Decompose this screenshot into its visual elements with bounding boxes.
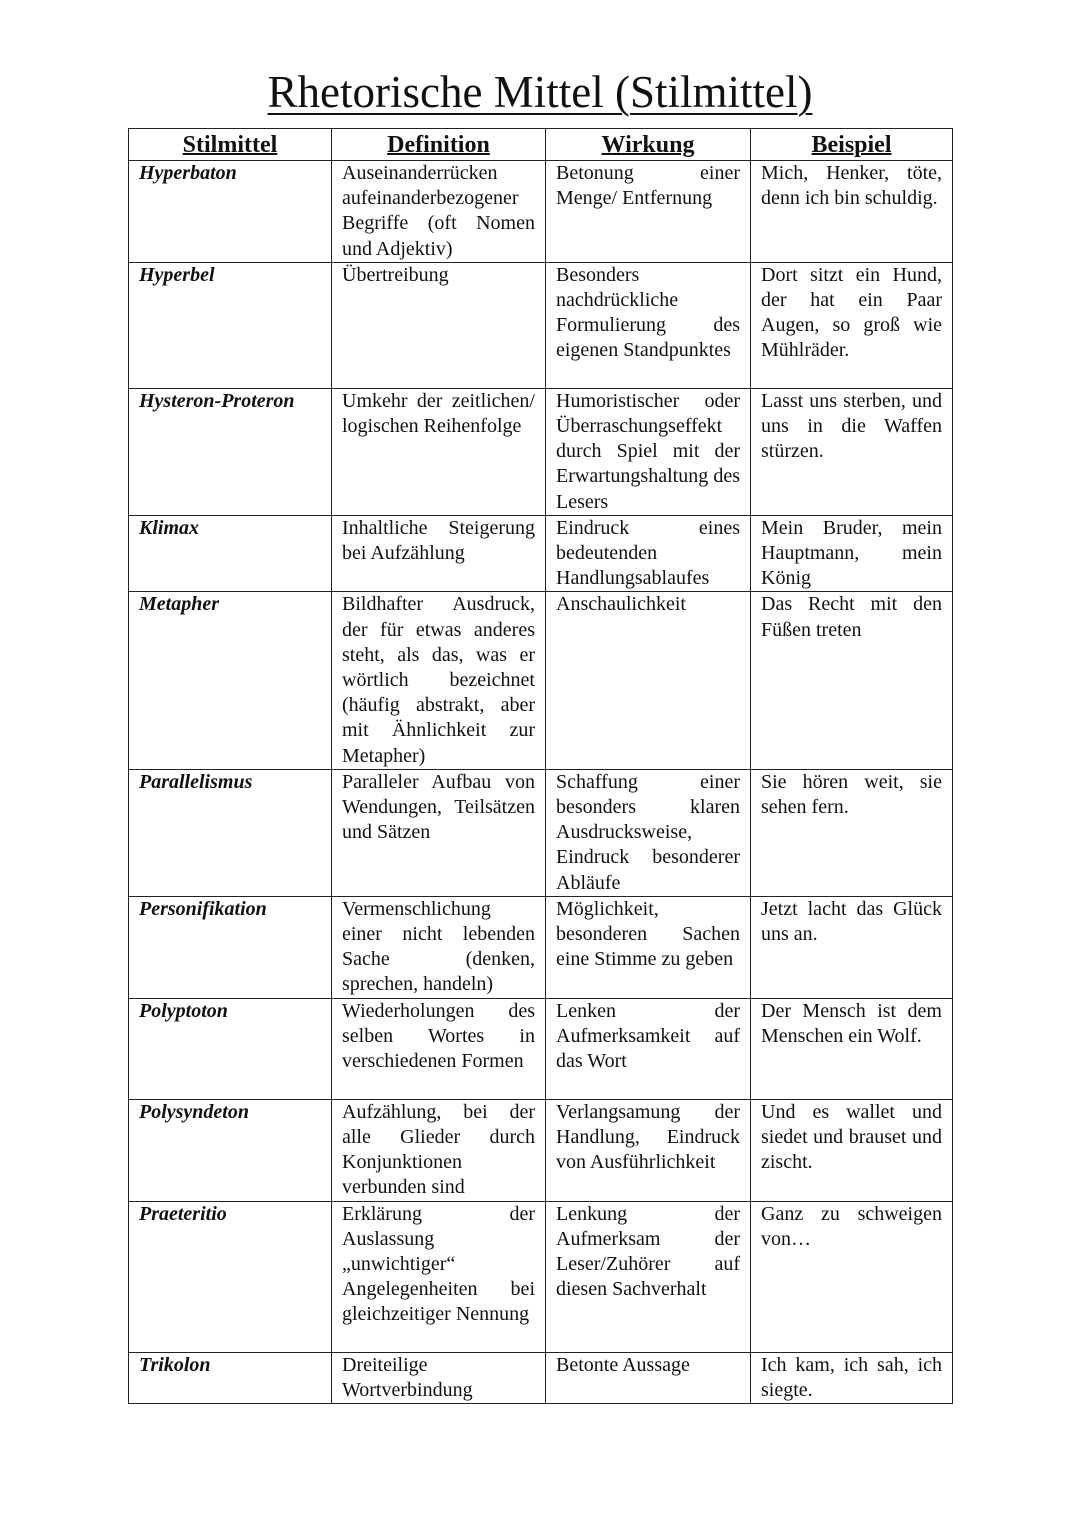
beispiel-cell: Mein Bruder, mein Hauptmann, mein König [751,515,953,592]
wirkung-cell: Verlangsamung der Handlung, Eindruck von Ausführlichkeit [546,1099,751,1201]
header-row [129,129,953,161]
beispiel-cell: Der Mensch ist dem Menschen ein Wolf. [751,998,953,1099]
table-row [129,515,953,592]
table-row [129,769,953,896]
table-row [129,388,953,515]
beispiel-cell: Und es wallet und siedet und brauset und zischt. [751,1099,953,1201]
definition-cell: Dreiteilige Wortverbindung [332,1352,546,1403]
definition-cell: Umkehr der zeitlichen/ logischen Reihenfolge [332,388,546,515]
definition-cell: Erklärung der Auslassung „unwichtiger“ Angelegenheiten bei gleichzeitiger Nennung [332,1201,546,1352]
wirkung-cell: Lenkung der Aufmerksam der Leser/Zuhörer auf diesen Sachverhalt [546,1201,751,1352]
table-row [129,161,953,263]
stilmittel-name: Hyperbaton [129,161,332,263]
wirkung-cell: Besonders nachdrückliche Formulierung des eigenen Standpunktes [546,262,751,388]
definition-cell: Aufzählung, bei der alle Glieder durch Konjunktionen verbunden sind [332,1099,546,1201]
beispiel-cell: Jetzt lacht das Glück uns an. [751,896,953,998]
definition-cell: Übertreibung [332,262,546,388]
table-row [129,592,953,769]
definition-cell: Inhaltliche Steigerung bei Aufzählung [332,515,546,592]
beispiel-cell: Sie hören weit, sie sehen fern. [751,769,953,896]
stilmittel-name: Parallelismus [129,769,332,896]
wirkung-cell: Betonte Aussage [546,1352,751,1403]
stilmittel-name: Metapher [129,592,332,769]
beispiel-cell: Lasst uns sterben, und uns in die Waffen stürzen. [751,388,953,515]
wirkung-cell: Eindruck eines bedeutenden Handlungsablaufes [546,515,751,592]
definition-cell: Wiederholungen des selben Wortes in verschiedenen Formen [332,998,546,1099]
wirkung-cell: Anschaulichkeit [546,592,751,769]
stilmittel-name: Polysyndeton [129,1099,332,1201]
stilmittel-name: Hysteron-Proteron [129,388,332,515]
wirkung-cell: Möglichkeit, besonderen Sachen eine Stimme zu geben [546,896,751,998]
header-wirkung: Wirkung [546,129,751,161]
beispiel-cell: Das Recht mit den Füßen treten [751,592,953,769]
stilmittel-name: Personifikation [129,896,332,998]
stilmittel-name: Klimax [129,515,332,592]
table-row [129,1201,953,1352]
wirkung-cell: Humoristischer oder Überraschungseffekt durch Spiel mit der Erwartungshaltung des Lesers [546,388,751,515]
header-stilmittel: Stilmittel [129,129,332,161]
beispiel-cell: Mich, Henker, töte, denn ich bin schuldig. [751,161,953,263]
wirkung-cell: Betonung einer Menge/ Entfernung [546,161,751,263]
table-row [129,262,953,388]
wirkung-cell: Lenken der Aufmerksamkeit auf das Wort [546,998,751,1099]
table-row [129,896,953,998]
definition-cell: Auseinanderrücken aufeinanderbezogener Begriffe (oft Nomen und Adjektiv) [332,161,546,263]
table-row [129,1099,953,1201]
definition-cell: Bildhafter Ausdruck, der für etwas anderes steht, als das, was er wörtlich bezeichnet (häufig abstrakt, aber mit Ähnlichkeit zur Metapher) [332,592,546,769]
beispiel-cell: Ganz zu schweigen von… [751,1201,953,1352]
stilmittel-name: Trikolon [129,1352,332,1403]
beispiel-cell: Ich kam, ich sah, ich siegte. [751,1352,953,1403]
stilmittel-name: Praeteritio [129,1201,332,1352]
stilmittel-table [128,128,953,1404]
table-row [129,998,953,1099]
definition-cell: Vermenschlichung einer nicht lebenden Sache (denken, sprechen, handeln) [332,896,546,998]
stilmittel-name: Hyperbel [129,262,332,388]
table-row [129,1352,953,1403]
definition-cell: Paralleler Aufbau von Wendungen, Teilsätzen und Sätzen [332,769,546,896]
wirkung-cell: Schaffung einer besonders klaren Ausdrucksweise, Eindruck besonderer Abläufe [546,769,751,896]
header-beispiel: Beispiel [751,129,953,161]
header-definition: Definition [332,129,546,161]
page-title: Rhetorische Mittel (Stilmittel) [267,67,813,117]
stilmittel-name: Polyptoton [129,998,332,1099]
beispiel-cell: Dort sitzt ein Hund, der hat ein Paar Augen, so groß wie Mühlräder. [751,262,953,388]
